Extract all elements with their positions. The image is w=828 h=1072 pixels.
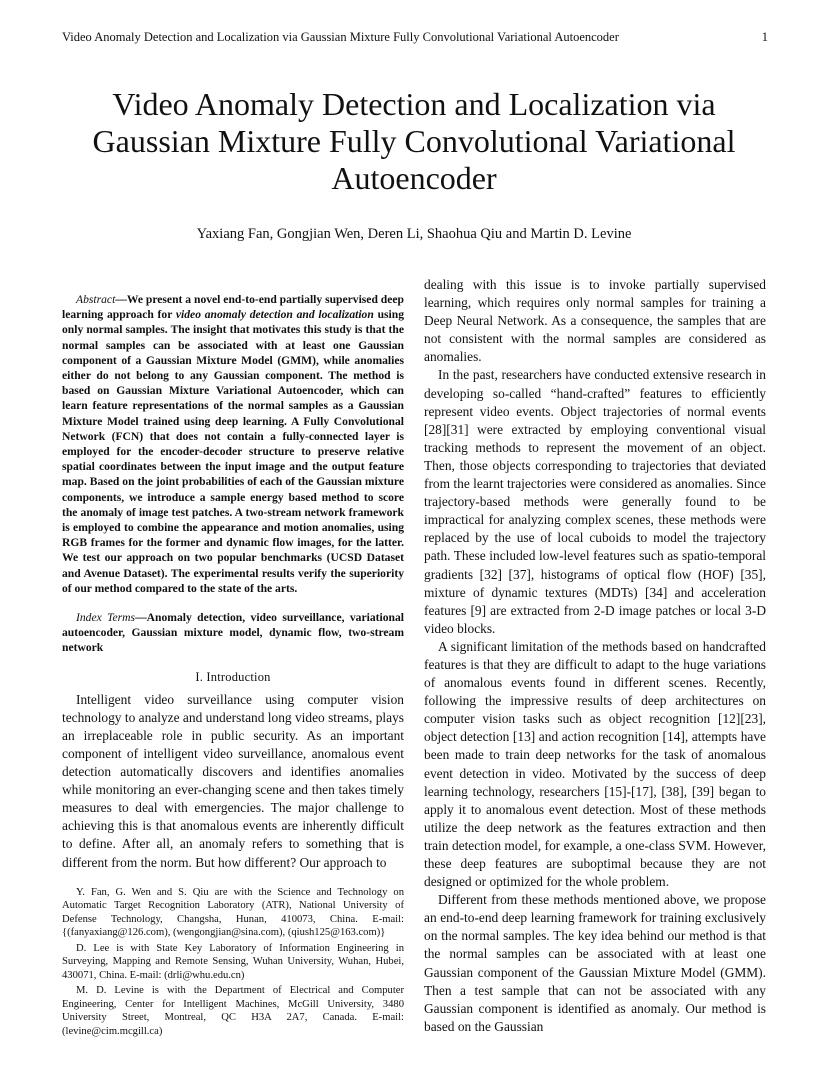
paragraph: Intelligent video surveillance using computer vision technology to analyze and understand long video streams, plays an irreplaceable role in public security. As an important component of intelligent video surveillance, anomalous event detection automatically discovers and identifies anomalies while monitoring an ever-changing scene and then takes timely measures to deal with emergencies. The major challenge to achieving this is that anomalous events are inherently difficult to define. After all, an anomaly refers to something that is different from the norm. But how different? Our approach to xyxy=(62,691,404,870)
right-column xyxy=(424,276,766,1036)
running-title: Video Anomaly Detection and Localization via Gaussian Mixture Fully Convolutional Variational Autoencoder xyxy=(62,30,619,44)
footnote: D. Lee is with State Key Laboratory of Information Engineering in Surveying, Mapping and Remote Sensing, Wuhan University, Wuhan, Hubei, 430071, China. E-mail: (drli@whu.edu.cn) xyxy=(62,942,404,981)
paper-title: Video Anomaly Detection and Localization via Gaussian Mixture Fully Convolutional Variational Autoencoder xyxy=(92,86,736,196)
index-terms xyxy=(62,610,404,656)
section-heading-introduction: I. Introduction xyxy=(195,669,271,684)
page-number: 1 xyxy=(761,30,768,44)
abstract-dash: — xyxy=(115,293,127,306)
index-terms-dash: — xyxy=(135,611,147,625)
author-list: Yaxiang Fan, Gongjian Wen, Deren Li, Shaohua Qiu and Martin D. Levine xyxy=(196,226,632,242)
abstract-lead: Abstract xyxy=(76,293,116,306)
abstract-text-2: using only normal samples. The insight that motivates this study is that the normal samples can be associated with at least one Gaussian component of a Gaussian Mixture Model (GMM), while anomalies either do not belong to any Gaussian component. The method is based on Gaussian Mixture Variational Autoencoder, which can learn feature representations of the normal samples as a Gaussian Mixture Model trained using deep learning. A Fully Convolutional Network (FCN) that does not contain a fully-connected layer is employed for the encoder-decoder structure to preserve relative spatial coordinates between the input image and the output feature map. Based on the joint probabilities of each of the Gaussian mixture components, we introduce a sample energy based method to score the anomaly of image test patches. A two-stream network framework is employed to combine the appearance and motion anomalies, using RGB frames for the former and dynamic flow images, for the latter. We test our approach on two popular benchmarks (UCSD Dataset and Avenue Dataset). The experimental results verify the superiority of our method compared to the state of the arts. xyxy=(62,308,404,595)
footnote: Y. Fan, G. Wen and S. Qiu are with the Science and Technology on Automatic Target Recognition Laboratory (ATR), National University of Defense Technology, Changsha, Hunan, 410073, China. E-mail: {(fanyaxiang@126.com), (wengongjian@sina.com), (qiush125@163.com)} xyxy=(62,886,404,939)
paragraph: Different from these methods mentioned above, we propose an end-to-end deep learning framework for training exclusively on the normal samples. The key idea behind our method is that the normal samples can be associated with at least one Gaussian component of the Gaussian Mixture Model (GMM). Then a test sample that can not be associated with any Gaussian component is identified as anomaly. Our method is based on the Gaussian xyxy=(424,892,766,1034)
paragraph: In the past, researchers have conducted extensive research in developing so-called “hand-crafted” features to efficiently represent video events. Object trajectories of normal events [28][31] were extracted by employing conventional visual tracking methods to represent the movement of an object. Then, those objects corresponding to trajectories that deviated from the learnt trajectories were considered as anomalies. Since trajectory-based methods were generally found to be impractical for analyzing complex scenes, these methods were replaced by the use of local cuboids to model the trajectory path. These included low-level features such as spatio-temporal gradients [32] [37], histograms of optical flow (HOF) [35], mixture of dynamic textures (MDTs) [34] and acceleration features [9] are extracted from 2-D image patches or local 3-D video blocks. xyxy=(424,367,766,636)
introduction-body-left xyxy=(62,691,404,872)
paragraph: A significant limitation of the methods based on handcrafted features is that they are difficult to adapt to the huge variations of anomalous events found in different scenes. Recently, following the impressive results of deep architectures on computer vision tasks such as object recognition [12][23], object detection [13] and action recognition [14], attempts have been made to train deep networks for the task of anomalous event detection in video. Motivated by the success of deep learning technology, researchers [15]-[17], [38], [39] began to apply it to anomalous event detection. Most of these methods utilize the deep network as the features extraction and then train detection model, for example, a one-class SVM. However, these deep features are suboptimal because they are not designed or optimized for the whole problem. xyxy=(424,638,766,890)
index-terms-text: Anomaly detection, video surveillance, variational autoencoder, Gaussian mixture model, dynamic flow, two-stream network xyxy=(62,611,404,655)
footnotes xyxy=(62,886,404,1039)
abstract xyxy=(62,292,404,596)
running-header xyxy=(62,30,768,45)
left-column xyxy=(62,276,404,1038)
paragraph: dealing with this issue is to invoke partially supervised learning, which requires only normal samples for training a Deep Neural Network. As a consequence, the samples that are not consistent with the normal samples are considered as anomalies. xyxy=(424,277,766,365)
index-terms-lead: Index Terms xyxy=(76,611,136,625)
footnote: M. D. Levine is with the Department of Electrical and Computer Engineering, Center for Intelligent Machines, McGill University, 3480 University Street, Montreal, QC H3A 2A7, Canada. E-mail: (levine@cim.mcgill.ca) xyxy=(62,985,404,1037)
abstract-text-1: We present a novel end-to-end partially supervised deep learning approach for xyxy=(62,293,404,322)
abstract-emphasis: video anomaly detection and localization xyxy=(175,308,374,322)
